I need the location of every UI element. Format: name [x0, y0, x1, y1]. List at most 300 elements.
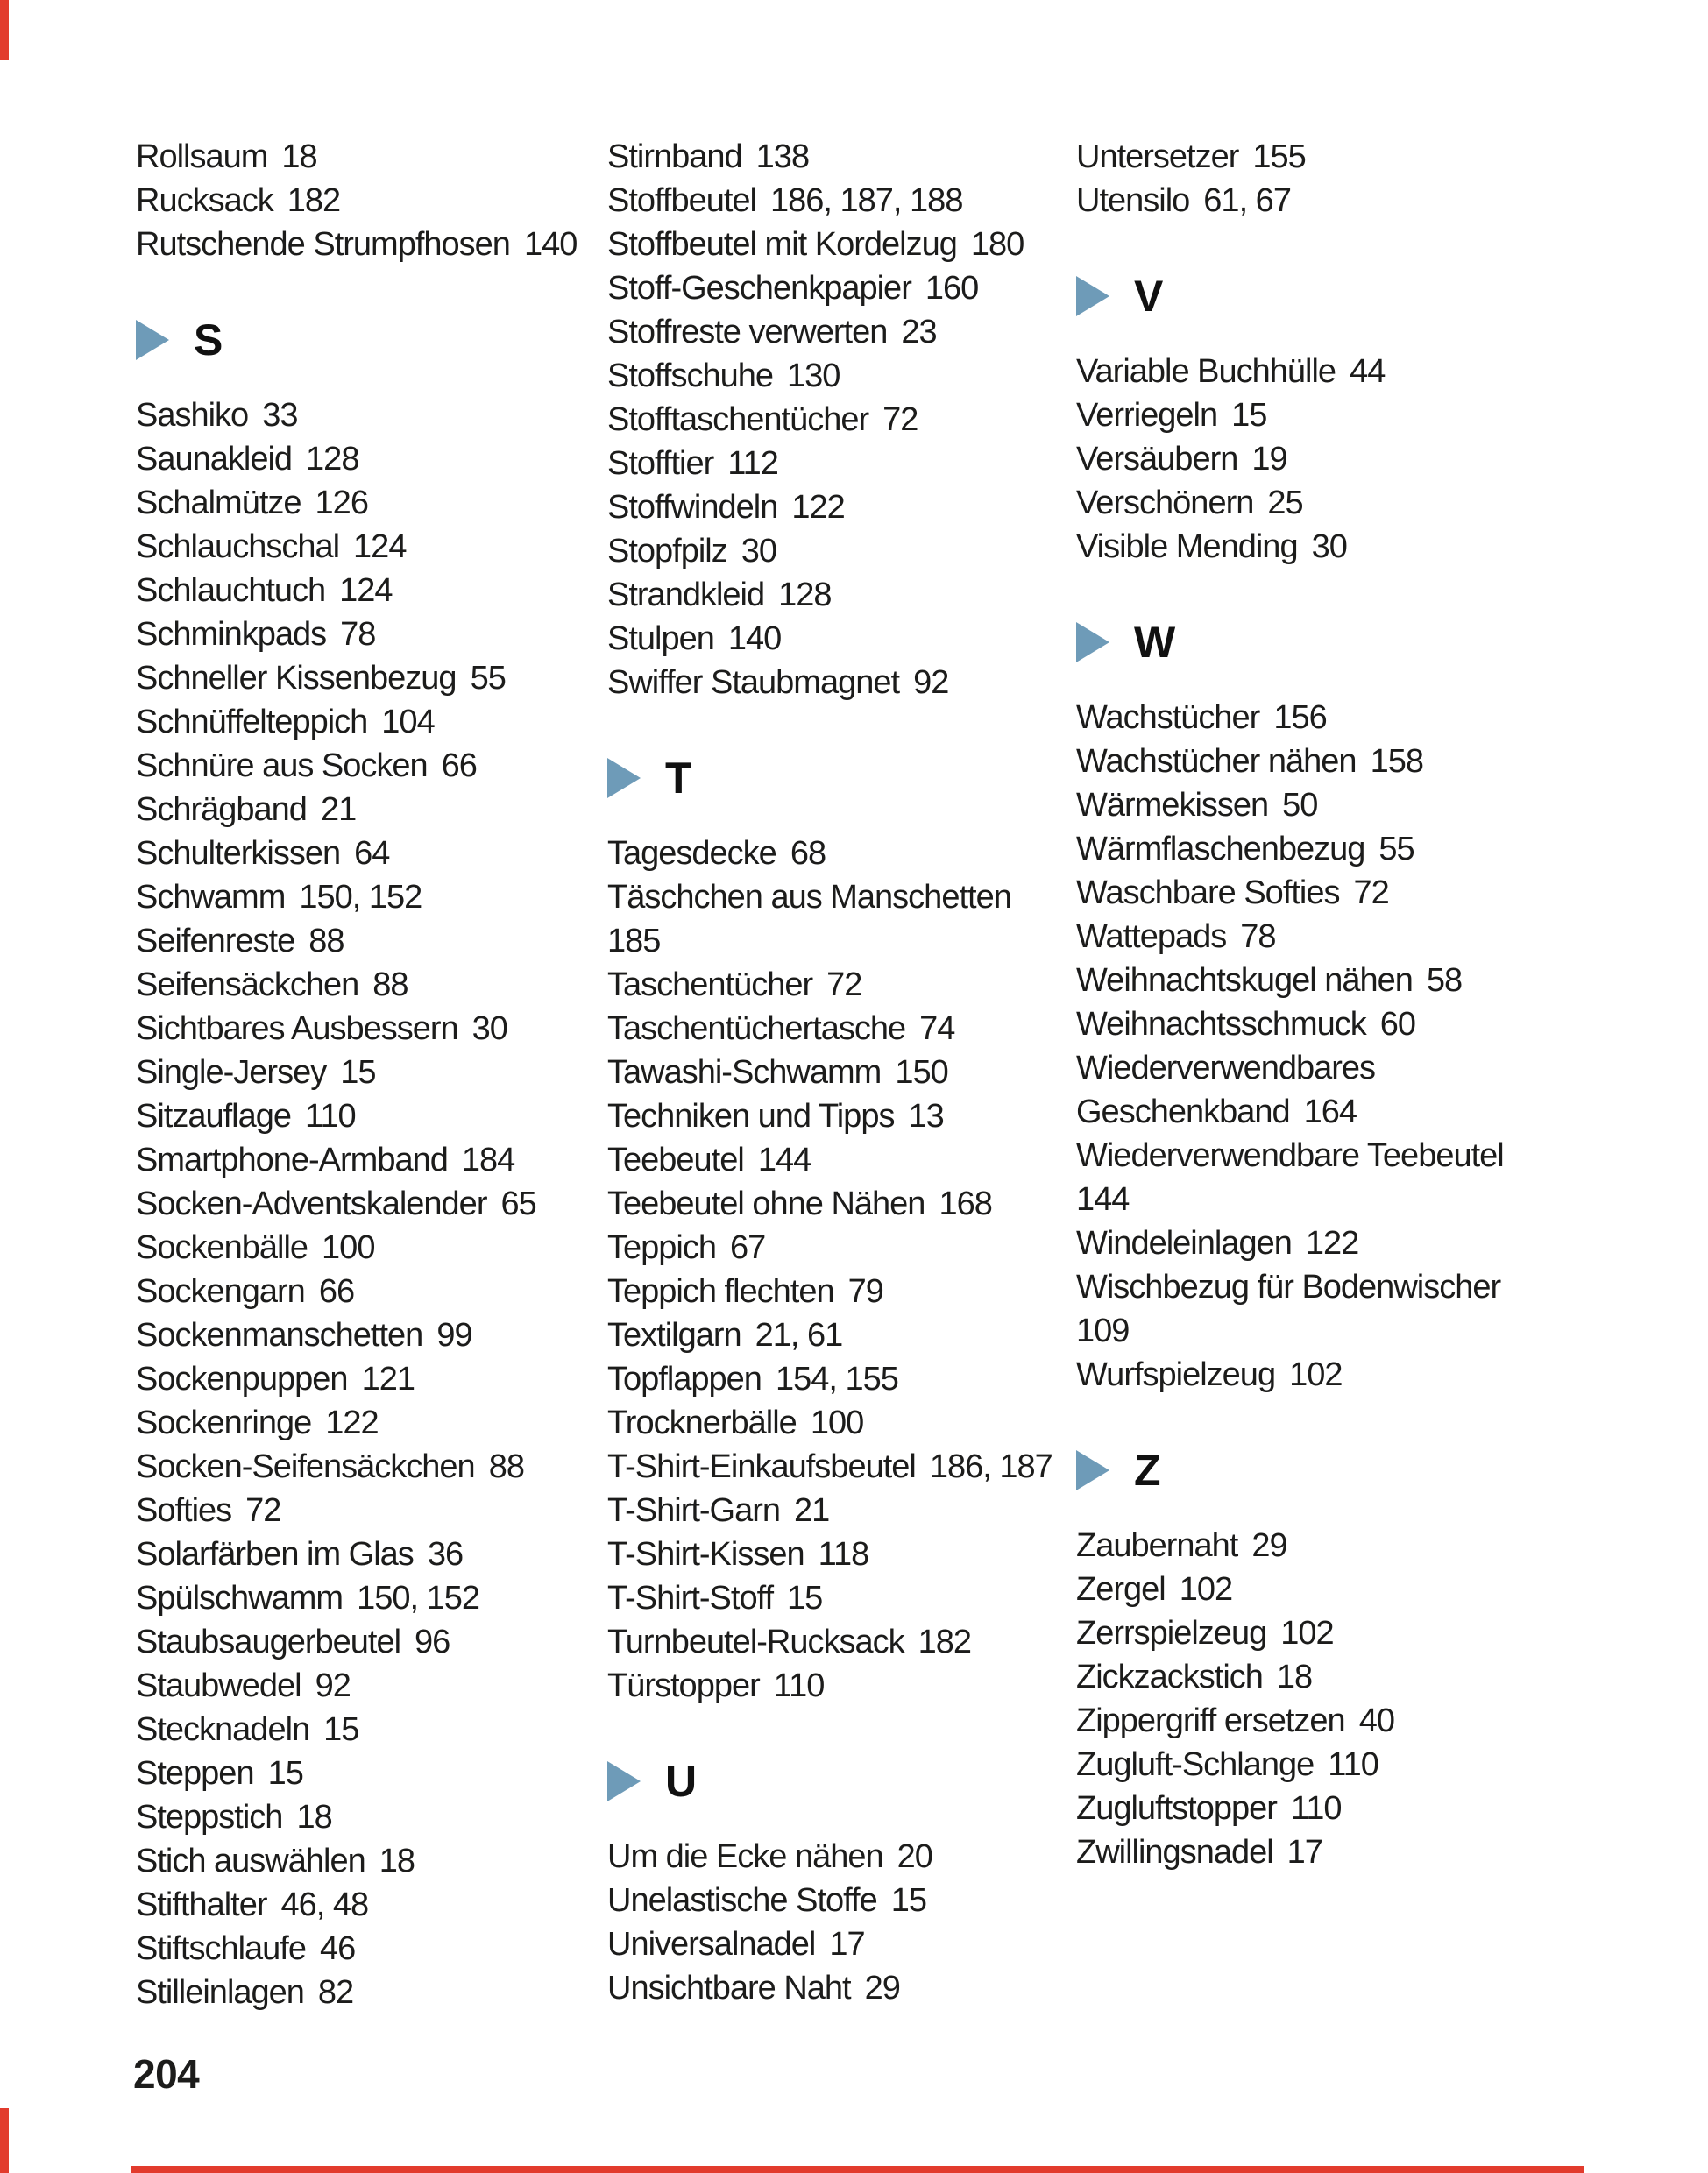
entry-page-numbers: 110: [1290, 1790, 1342, 1827]
entry-page-numbers: 30: [1311, 528, 1347, 565]
entry-label: Swiffer Staubmagnet: [607, 664, 900, 701]
index-entry: [1076, 350, 1504, 393]
entry-label: Untersetzer: [1076, 138, 1239, 175]
section-letter: W: [1134, 618, 1175, 667]
index-entry: [1076, 696, 1504, 740]
index-entry: [136, 963, 577, 1007]
entry-label: Verschönern: [1076, 485, 1254, 521]
entry-page-numbers: 156: [1273, 699, 1327, 736]
entry-page-numbers: 13: [908, 1098, 944, 1135]
entry-label: Seifenreste: [136, 923, 295, 959]
entry-label: Seifensäckchen: [136, 966, 359, 1003]
entry-label: Sockenmanschetten: [136, 1317, 423, 1354]
entry-label: Unsichtbare Naht: [607, 1970, 851, 2007]
section-header-s: [136, 317, 577, 363]
index-entry: [607, 1966, 1052, 2010]
entry-label: Variable Buchhülle: [1076, 353, 1336, 390]
section-letter: U: [665, 1757, 697, 1806]
entry-label: Zickzackstich: [1076, 1659, 1263, 1695]
entry-page-numbers: 121: [361, 1361, 415, 1398]
entry-label: Sichtbares Ausbessern: [136, 1010, 458, 1047]
entry-label: T-Shirt-Stoff: [607, 1580, 774, 1617]
entry-label: Schnüffelteppich: [136, 704, 368, 740]
entry-page-numbers: 55: [470, 660, 506, 697]
entry-label: Schlauchschal: [136, 528, 340, 565]
entry-page-numbers: 66: [318, 1273, 355, 1310]
entry-label: Wiederverwendbare Teebeutel: [1076, 1137, 1504, 1174]
entry-label: Teppich: [607, 1229, 716, 1266]
index-entry: [607, 1835, 1052, 1879]
entry-label: Tagesdecke: [607, 835, 776, 872]
entry-label: Schnüre aus Socken: [136, 747, 428, 784]
entry-label: Turnbeutel-Rucksack: [607, 1624, 904, 1660]
entry-page-numbers: 182: [287, 182, 341, 219]
section-letter: V: [1134, 272, 1163, 321]
index-entry: [1076, 1265, 1504, 1309]
entry-label: Sockengarn: [136, 1273, 305, 1310]
entry-page-numbers: 23: [901, 314, 937, 350]
entry-page-numbers: 44: [1350, 353, 1386, 390]
entry-page-numbers: 140: [727, 620, 782, 657]
triangle-right-icon: [607, 758, 641, 798]
entry-label: Teebeutel: [607, 1142, 744, 1179]
entry-label: Spülschwamm: [136, 1580, 344, 1617]
section-header-u: [607, 1759, 1052, 1804]
index-entry: [1076, 1655, 1504, 1699]
entry-page-numbers: 72: [882, 401, 918, 438]
index-column-2: [607, 135, 1052, 2010]
index-entry: [607, 135, 1052, 179]
section-letter: T: [665, 754, 691, 803]
index-entry: [1076, 1524, 1504, 1568]
index-entry: [136, 1182, 577, 1226]
entry-page-numbers: 21, 61: [755, 1317, 843, 1354]
entry-label: Wachstücher: [1076, 699, 1260, 736]
entry-label: Universalnadel: [607, 1926, 816, 1963]
entry-label: T-Shirt-Kissen: [607, 1536, 804, 1573]
entry-page-numbers: 15: [787, 1580, 823, 1617]
entry-page-numbers: 96: [415, 1624, 450, 1660]
index-entry: [136, 1839, 577, 1883]
index-entry: [136, 1401, 577, 1445]
entry-page-numbers: 19: [1251, 441, 1287, 478]
index-entry: [1076, 1221, 1504, 1265]
index-entry: [607, 1226, 1052, 1270]
entry-page-numbers: 102: [1179, 1571, 1233, 1608]
entry-page-numbers: 55: [1378, 831, 1414, 867]
index-entry: [136, 437, 577, 481]
index-entry: [136, 612, 577, 656]
entry-label: Wischbezug für Bodenwischer: [1076, 1269, 1501, 1306]
index-entry: [607, 485, 1052, 529]
entry-page-numbers: 144: [1076, 1181, 1130, 1218]
entry-label: Stoffschuhe: [607, 357, 774, 394]
index-entry: [607, 354, 1052, 398]
entry-label: Strandkleid: [607, 577, 765, 613]
entry-page-numbers: 168: [939, 1186, 992, 1222]
entry-page-numbers: 124: [339, 572, 393, 609]
index-entry: [607, 442, 1052, 485]
index-entry: [607, 1270, 1052, 1313]
entry-label: Stifthalter: [136, 1886, 267, 1923]
entry-label: Stiftschlaufe: [136, 1930, 306, 1967]
entry-page-numbers: 15: [340, 1054, 376, 1091]
entry-page-numbers: 36: [427, 1536, 464, 1573]
entry-page-numbers: 155: [1252, 138, 1306, 175]
entry-label: Windeleinlagen: [1076, 1225, 1292, 1262]
entry-label: Sashiko: [136, 397, 249, 434]
entry-label: Stulpen: [607, 620, 714, 657]
index-entry: [136, 1313, 577, 1357]
entry-page-numbers: 17: [1286, 1834, 1322, 1871]
entry-label: Zugluftstopper: [1076, 1790, 1277, 1827]
entry-label: Sockenpuppen: [136, 1361, 348, 1398]
entry-page-numbers: 118: [818, 1536, 869, 1573]
index-entry: [136, 1576, 577, 1620]
entry-label: Zaubernaht: [1076, 1527, 1238, 1564]
entry-label: Single-Jersey: [136, 1054, 327, 1091]
entry-page-numbers: 68: [790, 835, 826, 872]
entry-page-numbers: 50: [1282, 787, 1318, 824]
entry-page-numbers: 72: [1353, 874, 1389, 911]
entry-label: Wiederverwendbares: [1076, 1050, 1376, 1086]
index-entry: [136, 223, 577, 266]
index-entry: [136, 393, 577, 437]
entry-label: Stopfpilz: [607, 533, 727, 570]
entry-page-numbers: 88: [308, 923, 344, 959]
entry-page-numbers: 58: [1426, 962, 1463, 999]
entry-label: Schminkpads: [136, 616, 327, 653]
entry-label: Taschentücher: [607, 966, 813, 1003]
index-entry: [607, 179, 1052, 223]
index-entry: [136, 1620, 577, 1664]
entry-label: Sockenringe: [136, 1405, 312, 1441]
entry-label: Schwamm: [136, 879, 286, 916]
index-entry: [1076, 871, 1504, 915]
entry-label: Zerrspielzeug: [1076, 1615, 1267, 1652]
entry-label: Rollsaum: [136, 138, 268, 175]
entry-label: Techniken und Tipps: [607, 1098, 895, 1135]
entry-label: Waschbare Softies: [1076, 874, 1340, 911]
index-entry: [136, 1445, 577, 1489]
entry-label: Topflappen: [607, 1361, 762, 1398]
index-entry: [1076, 393, 1504, 437]
index-entry: [607, 1094, 1052, 1138]
entry-page-numbers: 78: [340, 616, 376, 653]
entry-label: Stofftaschentücher: [607, 401, 869, 438]
entry-page-numbers: 40: [1358, 1702, 1394, 1739]
entry-page-numbers: 154, 155: [775, 1361, 898, 1398]
entry-label: Stoffbeutel: [607, 182, 757, 219]
entry-label: Staubwedel: [136, 1667, 301, 1704]
index-entry: [136, 1007, 577, 1051]
index-entry: [136, 1138, 577, 1182]
entry-page-numbers: 130: [787, 357, 840, 394]
entry-page-numbers: 29: [864, 1970, 900, 2007]
index-column-3: [1076, 135, 1504, 1874]
entry-label: Steppen: [136, 1755, 254, 1792]
triangle-right-icon: [1076, 276, 1109, 316]
index-entry: [607, 919, 1052, 963]
index-entry: [607, 1576, 1052, 1620]
index-entry: [136, 788, 577, 832]
entry-page-numbers: 158: [1370, 743, 1423, 780]
entry-page-numbers: 33: [262, 397, 298, 434]
entry-page-numbers: 160: [925, 270, 979, 307]
index-entry: [1076, 1002, 1504, 1046]
entry-page-numbers: 182: [918, 1624, 972, 1660]
entry-page-numbers: 110: [1328, 1746, 1378, 1783]
entry-page-numbers: 102: [1289, 1356, 1343, 1393]
index-entry: [607, 1445, 1052, 1489]
entry-label: T-Shirt-Garn: [607, 1492, 781, 1529]
entry-page-numbers: 15: [890, 1882, 926, 1919]
index-entry: [136, 135, 577, 179]
index-entry: [607, 1051, 1052, 1094]
index-entry: [607, 875, 1052, 919]
index-entry: [136, 875, 577, 919]
entry-label: Unelastische Stoffe: [607, 1882, 877, 1919]
entry-page-numbers: 15: [323, 1711, 359, 1748]
entry-label: Stilleinlagen: [136, 1974, 304, 2011]
entry-label: Weihnachtskugel nähen: [1076, 962, 1413, 999]
entry-label: Tawashi-Schwamm: [607, 1054, 882, 1091]
entry-page-numbers: 150, 152: [357, 1580, 479, 1617]
index-entry: [1076, 179, 1504, 223]
index-entry: [607, 573, 1052, 617]
entry-page-numbers: 109: [1076, 1313, 1130, 1349]
section-header-z: [1076, 1447, 1504, 1493]
entry-label: Wachstücher nähen: [1076, 743, 1357, 780]
index-entry: [136, 1664, 577, 1708]
index-entry: [607, 1664, 1052, 1708]
index-entry: [1076, 1699, 1504, 1743]
entry-label: Stoffwindeln: [607, 489, 778, 526]
index-entry: [1076, 135, 1504, 179]
entry-page-numbers: 138: [755, 138, 810, 175]
entry-page-numbers: 150: [895, 1054, 948, 1091]
index-entry: [607, 223, 1052, 266]
entry-page-numbers: 185: [607, 923, 661, 959]
entry-page-numbers: 144: [757, 1142, 811, 1179]
entry-page-numbers: 79: [847, 1273, 883, 1310]
index-entry: [136, 1883, 577, 1927]
index-entry: [607, 1922, 1052, 1966]
index-entry: [607, 1313, 1052, 1357]
entry-label: Utensilo: [1076, 182, 1190, 219]
index-entry: [1076, 1178, 1504, 1221]
entry-label: Staubsaugerbeutel: [136, 1624, 401, 1660]
entry-page-numbers: 88: [488, 1448, 524, 1485]
entry-page-numbers: 21: [320, 791, 357, 828]
entry-label: Schalmütze: [136, 485, 301, 521]
entry-page-numbers: 124: [353, 528, 407, 565]
index-entry: [607, 529, 1052, 573]
entry-label: Sitzauflage: [136, 1098, 292, 1135]
entry-page-numbers: 82: [317, 1974, 354, 2011]
entry-page-numbers: 46, 48: [280, 1886, 369, 1923]
index-entry: [136, 1270, 577, 1313]
entry-page-numbers: 18: [296, 1799, 332, 1836]
index-entry: [1076, 1134, 1504, 1178]
index-entry: [607, 1879, 1052, 1922]
index-entry: [136, 656, 577, 700]
entry-page-numbers: 92: [315, 1667, 351, 1704]
entry-page-numbers: 20: [897, 1838, 932, 1875]
index-entry: [136, 832, 577, 875]
page-edge-mark-bottom: [131, 2166, 1584, 2173]
index-entry: [136, 1489, 577, 1532]
index-entry: [1076, 1830, 1504, 1874]
entry-page-numbers: 30: [471, 1010, 507, 1047]
entry-page-numbers: 67: [729, 1229, 766, 1266]
index-entry: [1076, 915, 1504, 959]
index-entry: [136, 919, 577, 963]
index-entry: [1076, 1046, 1504, 1090]
entry-page-numbers: 17: [829, 1926, 865, 1963]
entry-page-numbers: 78: [1240, 918, 1276, 955]
index-entry: [1076, 525, 1504, 569]
entry-label: Stoffbeutel mit Kordelzug: [607, 226, 957, 263]
index-entry: [136, 1971, 577, 2014]
entry-label: Schrägband: [136, 791, 307, 828]
entry-label: Wattepads: [1076, 918, 1227, 955]
entry-page-numbers: 128: [778, 577, 832, 613]
index-entry: [1076, 1353, 1504, 1397]
entry-page-numbers: 46: [320, 1930, 356, 1967]
entry-label: Stich auswählen: [136, 1843, 365, 1879]
page-edge-mark-top-left: [0, 0, 9, 60]
index-entry: [1076, 1090, 1504, 1134]
entry-label: Verriegeln: [1076, 397, 1218, 434]
entry-page-numbers: 100: [810, 1405, 864, 1441]
entry-label: Zugluft-Schlange: [1076, 1746, 1315, 1783]
entry-page-numbers: 110: [305, 1098, 356, 1135]
entry-label: Sockenbälle: [136, 1229, 308, 1266]
index-entry: [607, 1007, 1052, 1051]
entry-page-numbers: 102: [1280, 1615, 1334, 1652]
entry-page-numbers: 21: [794, 1492, 830, 1529]
entry-page-numbers: 110: [773, 1667, 825, 1704]
entry-label: Wärmflaschenbezug: [1076, 831, 1365, 867]
entry-page-numbers: 64: [354, 835, 390, 872]
entry-label: Zergel: [1076, 1571, 1166, 1608]
index-entry: [607, 266, 1052, 310]
entry-page-numbers: 186, 187, 188: [770, 182, 963, 219]
entry-page-numbers: 74: [919, 1010, 955, 1047]
entry-page-numbers: 122: [325, 1405, 379, 1441]
index-entry: [607, 617, 1052, 661]
index-entry: [607, 832, 1052, 875]
entry-label: Stecknadeln: [136, 1711, 310, 1748]
index-entry: [1076, 827, 1504, 871]
page-number: 204: [133, 2051, 200, 2097]
entry-page-numbers: 18: [281, 138, 317, 175]
entry-page-numbers: 140: [523, 226, 578, 263]
index-entry: [1076, 1568, 1504, 1611]
entry-label: Rutschende Strumpfhosen: [136, 226, 510, 263]
entry-label: Visible Mending: [1076, 528, 1298, 565]
entry-page-numbers: 30: [741, 533, 777, 570]
entry-page-numbers: 100: [322, 1229, 375, 1266]
index-entry: [136, 525, 577, 569]
entry-label: Zippergriff ersetzen: [1076, 1702, 1345, 1739]
entry-page-numbers: 112: [727, 445, 778, 482]
entry-label: Socken-Adventskalender: [136, 1186, 487, 1222]
index-entry: [1076, 1787, 1504, 1830]
entry-label: Rucksack: [136, 182, 273, 219]
entry-page-numbers: 15: [1231, 397, 1267, 434]
entry-label: Um die Ecke nähen: [607, 1838, 883, 1875]
index-column-1: [136, 135, 577, 2014]
index-entry: [136, 569, 577, 612]
entry-label: Wurfspielzeug: [1076, 1356, 1276, 1393]
index-entry: [1076, 740, 1504, 783]
index-entry: [1076, 481, 1504, 525]
section-letter: Z: [1134, 1446, 1160, 1495]
entry-label: T-Shirt-Einkaufsbeutel: [607, 1448, 916, 1485]
entry-label: Versäubern: [1076, 441, 1238, 478]
index-entry: [607, 398, 1052, 442]
page-edge-mark-bottom-left: [0, 2108, 9, 2173]
entry-page-numbers: 122: [791, 489, 845, 526]
index-entry: [607, 963, 1052, 1007]
entry-label: Textilgarn: [607, 1317, 741, 1354]
entry-page-numbers: 164: [1303, 1094, 1357, 1130]
entry-page-numbers: 65: [500, 1186, 536, 1222]
index-entry: [136, 179, 577, 223]
entry-label: Teebeutel ohne Nähen: [607, 1186, 925, 1222]
entry-page-numbers: 25: [1267, 485, 1303, 521]
index-entry: [607, 1138, 1052, 1182]
entry-label: Schneller Kissenbezug: [136, 660, 457, 697]
entry-label: Geschenkband: [1076, 1094, 1290, 1130]
entry-label: Stirnband: [607, 138, 742, 175]
entry-page-numbers: 60: [1379, 1006, 1416, 1043]
index-entry: [1076, 959, 1504, 1002]
index-entry: [1076, 1611, 1504, 1655]
index-entry: [136, 700, 577, 744]
index-entry: [136, 1708, 577, 1752]
entry-label: Stofftier: [607, 445, 714, 482]
triangle-right-icon: [136, 320, 169, 360]
index-entry: [136, 1226, 577, 1270]
entry-page-numbers: 150, 152: [299, 879, 422, 916]
entry-page-numbers: 29: [1251, 1527, 1287, 1564]
section-letter: S: [194, 315, 223, 365]
entry-page-numbers: 66: [441, 747, 477, 784]
index-entry: [136, 481, 577, 525]
index-entry: [607, 661, 1052, 704]
entry-label: Stoff-Geschenkpapier: [607, 270, 911, 307]
index-entry: [136, 744, 577, 788]
entry-page-numbers: 72: [826, 966, 862, 1003]
entry-page-numbers: 15: [267, 1755, 303, 1792]
entry-label: Steppstich: [136, 1799, 283, 1836]
index-entry: [607, 1182, 1052, 1226]
entry-page-numbers: 186, 187: [929, 1448, 1052, 1485]
index-entry: [136, 1094, 577, 1138]
entry-page-numbers: 61, 67: [1203, 182, 1291, 219]
entry-page-numbers: 18: [1276, 1659, 1313, 1695]
entry-page-numbers: 92: [913, 664, 949, 701]
entry-label: Trocknerbälle: [607, 1405, 797, 1441]
entry-page-numbers: 184: [461, 1142, 515, 1179]
index-entry: [136, 1051, 577, 1094]
entry-label: Socken-Seifensäckchen: [136, 1448, 475, 1485]
entry-label: Softies: [136, 1492, 232, 1529]
index-entry: [136, 1927, 577, 1971]
